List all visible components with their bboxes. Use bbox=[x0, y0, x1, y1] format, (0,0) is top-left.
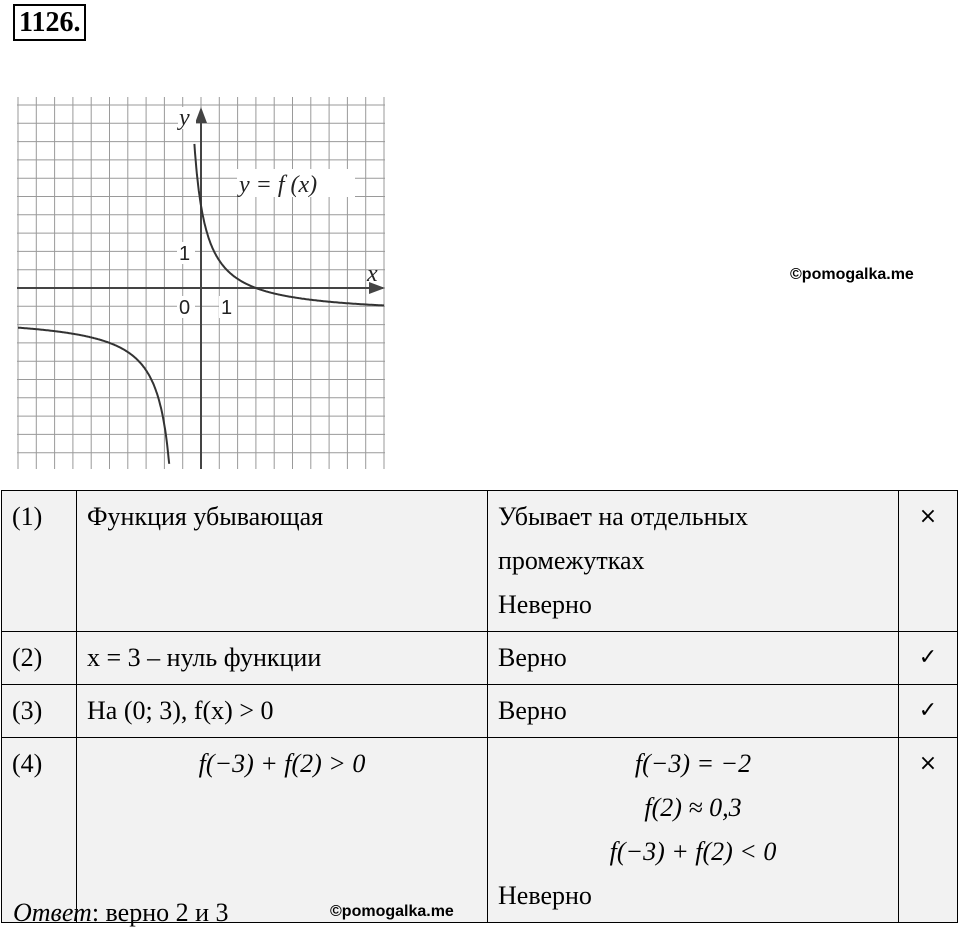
check-line: Неверно bbox=[498, 881, 592, 910]
check-line: Верно bbox=[498, 643, 567, 672]
row-number: (3) bbox=[2, 685, 77, 738]
claim-formula: f(−3) + f(2) > 0 bbox=[198, 749, 366, 778]
check-line: Убывает на отдельных bbox=[498, 502, 748, 531]
answer-line bbox=[13, 898, 229, 928]
origin-label: 0 bbox=[179, 297, 191, 319]
claim-cell: Функция убывающая bbox=[77, 491, 488, 632]
curve-branch-right bbox=[194, 144, 384, 306]
y-tick-one: 1 bbox=[179, 243, 191, 265]
row-number: (4) bbox=[2, 738, 77, 923]
watermark: ©pomogalka.me bbox=[330, 903, 454, 920]
table-row bbox=[2, 738, 958, 923]
check-line: промежутках bbox=[498, 546, 645, 575]
check-cell bbox=[488, 632, 899, 685]
answer-text: : верно 2 и 3 bbox=[91, 898, 229, 927]
check-cell bbox=[488, 491, 899, 632]
checkmark-icon: ✓ bbox=[899, 685, 958, 738]
function-graph bbox=[13, 93, 388, 473]
check-line: f(−3) = −2 bbox=[634, 749, 752, 778]
table-row bbox=[2, 685, 958, 738]
cross-mark-icon: × bbox=[899, 491, 958, 632]
watermark: ©pomogalka.me bbox=[790, 266, 914, 283]
x-tick-one: 1 bbox=[221, 297, 233, 319]
claim-cell: x = 3 – нуль функции bbox=[77, 632, 488, 685]
analysis-table bbox=[1, 490, 958, 923]
x-axis-label: x bbox=[367, 261, 378, 287]
check-line: f(2) ≈ 0,3 bbox=[644, 793, 742, 822]
claim-cell: На (0; 3), f(x) > 0 bbox=[77, 685, 488, 738]
table-row bbox=[2, 632, 958, 685]
row-number: (1) bbox=[2, 491, 77, 632]
cross-mark-icon: × bbox=[899, 738, 958, 923]
checkmark-icon: ✓ bbox=[899, 632, 958, 685]
y-axis-label: y bbox=[179, 105, 190, 131]
table-row bbox=[2, 491, 958, 632]
answer-label: Ответ bbox=[13, 898, 92, 927]
check-line: f(−3) + f(2) < 0 bbox=[609, 837, 777, 866]
claim-cell bbox=[77, 738, 488, 923]
y-axis-arrow bbox=[195, 107, 207, 123]
check-line: Неверно bbox=[498, 590, 592, 619]
check-cell bbox=[488, 685, 899, 738]
curve-label: y = f (x) bbox=[239, 172, 318, 198]
row-number: (2) bbox=[2, 632, 77, 685]
check-cell bbox=[488, 738, 899, 923]
problem-number: 1126. bbox=[13, 4, 86, 41]
check-line: Верно bbox=[498, 696, 567, 725]
